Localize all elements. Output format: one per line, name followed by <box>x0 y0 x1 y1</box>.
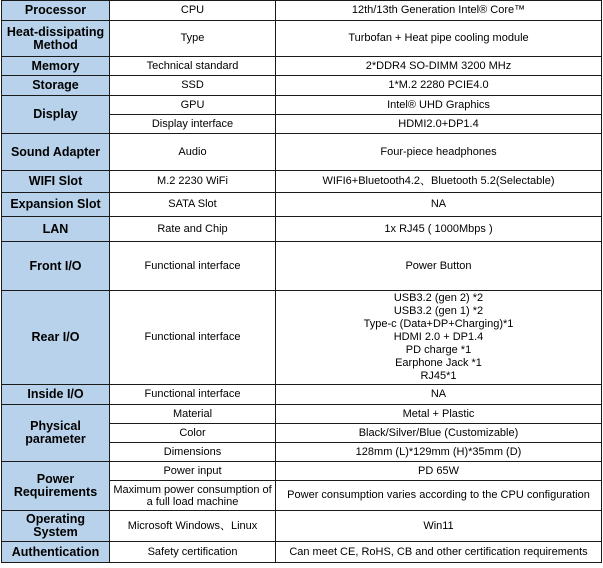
table-row <box>2 405 602 424</box>
item-cell: SATA Slot <box>110 193 276 217</box>
category-wifi-slot: WIFI Slot <box>2 171 110 193</box>
value-cell: 2*DDR4 SO-DIMM 3200 MHz <box>276 57 602 76</box>
table-row <box>2 171 602 193</box>
table-row <box>2 193 602 217</box>
value-cell: NA <box>276 193 602 217</box>
table-row <box>2 96 602 115</box>
rear-io-line: PD charge *1 <box>405 344 472 356</box>
category-sound-adapter: Sound Adapter <box>2 134 110 171</box>
table-row <box>2 462 602 481</box>
item-cell: Functional interface <box>110 242 276 291</box>
category-physical-parameter: Physical parameter <box>2 405 110 462</box>
table-row <box>2 134 602 171</box>
rear-io-line: Earphone Jack *1 <box>395 357 482 369</box>
item-cell: Audio <box>110 134 276 171</box>
value-cell: Black/Silver/Blue (Customizable) <box>276 424 602 443</box>
table-row <box>2 511 602 542</box>
item-cell: Dimensions <box>110 443 276 462</box>
value-cell: 12th/13th Generation Intel® Core™ <box>276 1 602 21</box>
category-processor: Processor <box>2 1 110 21</box>
table-row <box>2 1 602 21</box>
item-cell: Rate and Chip <box>110 217 276 242</box>
rear-io-line: RJ45*1 <box>420 370 457 382</box>
category-power-requirements: Power Requirements <box>2 462 110 511</box>
item-cell: Material <box>110 405 276 424</box>
value-cell: Can meet CE, RoHS, CB and other certification requirements <box>276 542 602 563</box>
item-cell: Type <box>110 21 276 57</box>
item-cell: Technical standard <box>110 57 276 76</box>
item-cell: Color <box>110 424 276 443</box>
item-cell: Maximum power consumption of a full load machine <box>110 481 276 511</box>
item-cell: GPU <box>110 96 276 115</box>
value-cell: Power Button <box>276 242 602 291</box>
value-cell: Turbofan + Heat pipe cooling module <box>276 21 602 57</box>
rear-io-line: Type-c (Data+DP+Charging)*1 <box>363 318 514 330</box>
value-cell: Metal + Plastic <box>276 405 602 424</box>
table-row <box>2 242 602 291</box>
table-row <box>2 542 602 563</box>
category-heat-dissipating: Heat-dissipating Method <box>2 21 110 57</box>
item-cell: Functional interface <box>110 291 276 385</box>
category-rear-io: Rear I/O <box>2 291 110 385</box>
rear-io-line: USB3.2 (gen 2) *2 <box>393 292 484 304</box>
value-cell: PD 65W <box>276 462 602 481</box>
value-cell: NA <box>276 385 602 405</box>
value-cell: Win11 <box>276 511 602 542</box>
value-cell-rear-io <box>276 291 602 385</box>
value-cell: Four-piece headphones <box>276 134 602 171</box>
value-cell: 128mm (L)*129mm (H)*35mm (D) <box>276 443 602 462</box>
table-row <box>2 291 602 385</box>
item-cell: Functional interface <box>110 385 276 405</box>
table-row <box>2 217 602 242</box>
value-cell: Power consumption varies according to the CPU configuration <box>276 481 602 511</box>
item-cell: Safety certification <box>110 542 276 563</box>
spec-table <box>1 0 602 563</box>
category-memory: Memory <box>2 57 110 76</box>
category-operating-system: Operating System <box>2 511 110 542</box>
value-cell: HDMI2.0+DP1.4 <box>276 115 602 134</box>
value-cell: 1*M.2 2280 PCIE4.0 <box>276 76 602 96</box>
table-row <box>2 385 602 405</box>
item-cell: M.2 2230 WiFi <box>110 171 276 193</box>
rear-io-line: USB3.2 (gen 1) *2 <box>393 305 484 317</box>
category-expansion-slot: Expansion Slot <box>2 193 110 217</box>
category-inside-io: Inside I/O <box>2 385 110 405</box>
category-display: Display <box>2 96 110 134</box>
table-row <box>2 57 602 76</box>
rear-io-line: HDMI 2.0 + DP1.4 <box>393 331 484 343</box>
table-row <box>2 76 602 96</box>
item-cell: SSD <box>110 76 276 96</box>
category-authentication: Authentication <box>2 542 110 563</box>
value-cell: Intel® UHD Graphics <box>276 96 602 115</box>
category-front-io: Front I/O <box>2 242 110 291</box>
category-storage: Storage <box>2 76 110 96</box>
item-cell: Power input <box>110 462 276 481</box>
item-cell: Microsoft Windows、Linux <box>110 511 276 542</box>
category-lan: LAN <box>2 217 110 242</box>
item-cell: CPU <box>110 1 276 21</box>
value-cell: 1x RJ45 ( 1000Mbps ) <box>276 217 602 242</box>
value-cell: WIFI6+Bluetooth4.2、Bluetooth 5.2(Selectable) <box>276 171 602 193</box>
item-cell: Display interface <box>110 115 276 134</box>
table-row <box>2 21 602 57</box>
